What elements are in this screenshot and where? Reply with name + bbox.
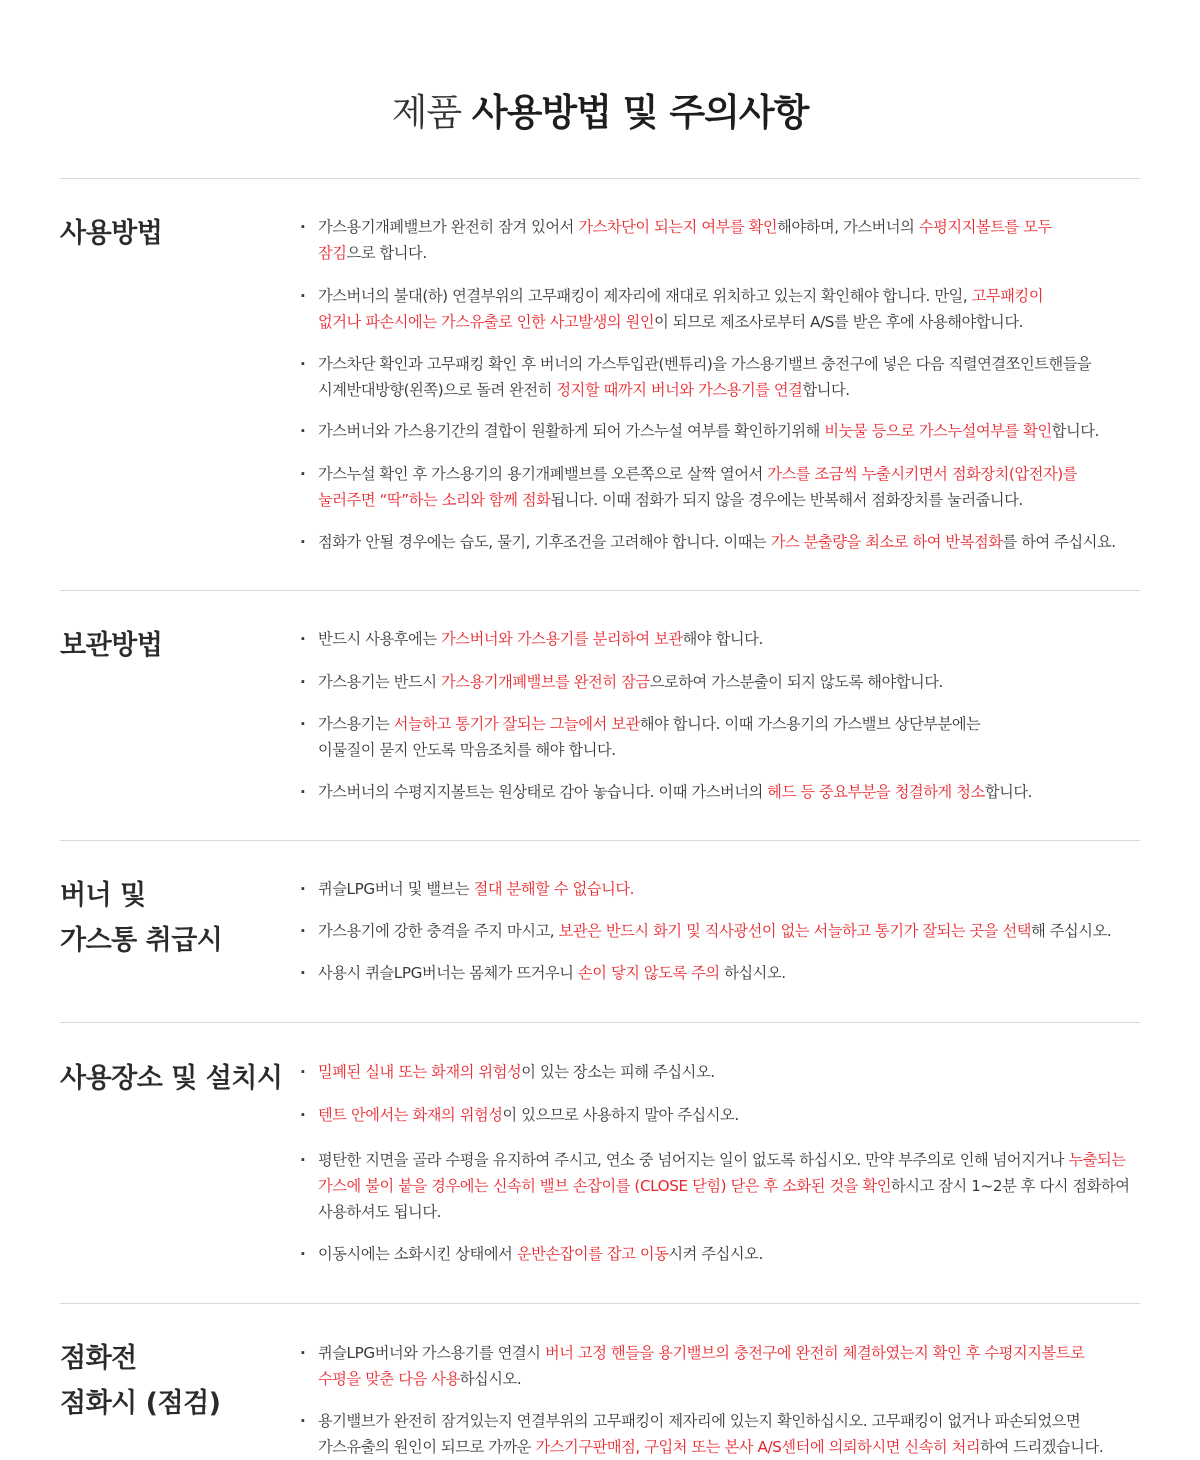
item-text: 가스버너와 가스용기간의 결합이 원활하게 되어 가스누설 여부를 확인하기위해	[318, 422, 825, 440]
divider	[60, 1022, 1140, 1023]
item-text: 하시고 잠시 1~2분 후 다시 점화하여	[891, 1177, 1130, 1195]
item-text: 해야 합니다. 이때 가스용기의 가스밸브 상단부분에는	[639, 715, 981, 733]
section-heading-line: 점화시 (점검)	[60, 1388, 221, 1419]
highlight-text: 가스용기개폐밸브를 완전히 잠금	[441, 673, 650, 691]
list-item	[300, 669, 1158, 695]
highlight-text: 정지할 때까지 버너와 가스용기를 연결	[556, 381, 803, 399]
item-text: 를 하여 주십시요.	[1002, 533, 1116, 551]
highlight-text: 절대 분해할 수 없습니다.	[473, 880, 635, 898]
list-item	[300, 418, 1158, 444]
highlight-text: 버너 고정 핸들을 용기밸브의 충전구에 완전히 체결하였는지 확인 후 수평지지볼트로	[545, 1344, 1085, 1362]
highlight-text: 헤드 등 중요부분을 청결하게 청소	[767, 783, 985, 801]
divider	[60, 840, 1140, 841]
section-heading	[60, 211, 300, 256]
highlight-text: 밀폐된 실내 또는 화재의 위험성	[318, 1063, 522, 1081]
item-text: 이물질이 묻지 안도록 막음조치를 해야 합니다.	[318, 741, 616, 759]
highlight-text: 가스 분출량을 최소로 하여 반복점화	[770, 533, 1003, 551]
highlight-text: 가스차단이 되는지 여부를 확인	[578, 218, 778, 236]
section-heading-line: 보관방법	[60, 630, 163, 661]
highlight-text: 가스를 조금씩 누출시키면서 점화장치(압전자)를	[767, 465, 1078, 483]
item-text: 가스용기는 반드시	[318, 673, 442, 691]
section-heading-line: 점화전	[60, 1343, 137, 1374]
item-text: 이동시에는 소화시킨 상태에서	[318, 1245, 517, 1263]
highlight-text: 수평지지볼트를 모두	[918, 218, 1052, 236]
page-title	[0, 82, 1200, 136]
list-item	[300, 1102, 1158, 1128]
section-heading	[60, 873, 300, 963]
item-text: 합니다.	[802, 381, 850, 399]
list-item	[300, 711, 1158, 763]
item-text: 가스버너의 수평지지볼트는 원상태로 감아 놓습니다. 이때 가스버너의	[318, 783, 768, 801]
highlight-text: 서늘하고 통기가 잘되는 그늘에서 보관	[393, 715, 640, 733]
item-text: 가스누설 확인 후 가스용기의 용기개폐밸브를 오른쪽으로 살짝 열어서	[318, 465, 768, 483]
section-heading-line: 버너 및	[60, 880, 146, 911]
page-title-light: 제품	[391, 91, 462, 134]
item-text: 이 되므로 제조사로부터 A/S를 받은 후에 사용해야합니다.	[654, 313, 1024, 331]
section-heading-line: 사용방법	[60, 218, 163, 249]
item-text: 사용시 퀴슬LPG버너는 몸체가 뜨거우니	[318, 964, 578, 982]
list-item	[300, 918, 1158, 944]
list-item	[300, 529, 1158, 555]
highlight-text: 잠김	[318, 244, 347, 262]
item-text: 가스용기에 강한 충격을 주지 마시고,	[318, 922, 559, 940]
item-text: 하십시오.	[719, 964, 786, 982]
highlight-text: 가스기구판매점, 구입처 또는 본사 A/S센터에 의뢰하시면 신속히 처리	[535, 1438, 981, 1456]
highlight-text: 가스에 불이 붙을 경우에는 신속히 밸브 손잡이를 (CLOSE 닫힘) 닫은 후 소화된 것을 확인	[318, 1177, 892, 1195]
item-text: 이 있으므로 사용하지 말아 주십시오.	[502, 1106, 739, 1124]
item-text: 하여 드리겠습니다.	[980, 1438, 1104, 1456]
highlight-text: 손이 닿지 않도록 주의	[577, 964, 720, 982]
list-item	[300, 283, 1158, 335]
item-text: 점화가 안될 경우에는 습도, 물기, 기후조건을 고려해야 합니다. 이때는	[318, 533, 771, 551]
item-text: 으로하여 가스분출이 되지 않도록 해야합니다.	[649, 673, 943, 691]
divider	[60, 178, 1140, 179]
item-text: 용기밸브가 완전히 잠겨있는지 연결부위의 고무패킹이 제자리에 있는지 확인하십시오. 고무패킹이 없거나 파손되었으면	[318, 1412, 1081, 1430]
highlight-text: 보관은 반드시 화기 및 직사광선이 없는 서늘하고 통기가 잘되는 곳을 선택	[558, 922, 1032, 940]
item-text: 시켜 주십시오.	[668, 1245, 763, 1263]
item-text: 이 있는 장소는 피해 주십시오.	[521, 1063, 715, 1081]
highlight-text: 없거나 파손시에는 가스유출로 인한 사고발생의 원인	[318, 313, 655, 331]
item-text: 평탄한 지면을 골라 수평을 유지하여 주시고, 연소 중 넘어지는 일이 없도록 하십시오. 만약 부주의로 인해 넘어지거나	[318, 1151, 1069, 1169]
list-item	[300, 351, 1158, 403]
list-item	[300, 1241, 1158, 1267]
divider	[60, 1303, 1140, 1304]
item-text: 가스차단 확인과 고무패킹 확인 후 버너의 가스투입관(벤튜리)을 가스용기밸브 충전구에 넣은 다음 직렬연결쪼인트핸들을	[318, 355, 1092, 373]
item-text: 시계반대방향(왼쪽)으로 돌려 완전히	[318, 381, 557, 399]
item-text: 가스용기는	[318, 715, 394, 733]
item-text: 퀴슬LPG버너와 가스용기를 연결시	[318, 1344, 545, 1362]
highlight-text: 가스버너와 가스용기를 분리하여 보관	[441, 630, 683, 648]
section-heading	[60, 1056, 300, 1101]
item-text: 하십시오.	[459, 1370, 522, 1388]
item-text: 사용하셔도 됩니다.	[318, 1203, 442, 1221]
list-item	[300, 461, 1158, 513]
item-text: 으로 합니다.	[346, 244, 427, 262]
item-text: 됩니다. 이때 점화가 되지 않을 경우에는 반복해서 점화장치를 눌러줍니다.	[550, 491, 1023, 509]
item-text: 퀴슬LPG버너 및 밸브는	[318, 880, 474, 898]
list-item	[300, 214, 1158, 266]
list-item	[300, 876, 1158, 902]
section-heading	[60, 1336, 300, 1426]
highlight-text: 수평을 맞춘 다음 사용	[318, 1370, 460, 1388]
section-heading-line: 사용장소 및 설치시	[60, 1063, 283, 1094]
list-item	[300, 1147, 1158, 1225]
page-title-bold: 사용방법 및 주의사항	[471, 91, 809, 134]
list-item	[300, 1340, 1158, 1392]
item-text: 해 주십시오.	[1031, 922, 1112, 940]
list-item	[300, 1059, 1158, 1085]
item-text: 해야하며, 가스버너의	[777, 218, 919, 236]
highlight-text: 비눗물 등으로 가스누설여부를 확인	[824, 422, 1052, 440]
highlight-text: 운반손잡이를 잡고 이동	[516, 1245, 669, 1263]
item-text: 반드시 사용후에는	[318, 630, 442, 648]
list-item	[300, 779, 1158, 805]
item-text: 가스버너의 불대(하) 연결부위의 고무패킹이 제자리에 재대로 위치하고 있는지 확인해야 합니다. 만일,	[318, 287, 972, 305]
list-item	[300, 1408, 1158, 1460]
highlight-text: 눌러주면 “딱”하는 소리와 함께 점화	[318, 491, 551, 509]
highlight-text: 고무패킹이	[971, 287, 1044, 305]
item-text: 가스용기개폐밸브가 완전히 잠겨 있어서	[318, 218, 579, 236]
section-heading	[60, 623, 300, 668]
item-text: 합니다.	[1051, 422, 1099, 440]
divider	[60, 590, 1140, 591]
highlight-text: 텐트 안에서는 화재의 위험성	[318, 1106, 503, 1124]
list-item	[300, 626, 1158, 652]
item-text: 합니다.	[984, 783, 1033, 801]
item-text: 가스유출의 원인이 되므로 가까운	[318, 1438, 536, 1456]
list-item	[300, 960, 1158, 986]
section-heading-line: 가스통 취급시	[60, 925, 223, 956]
highlight-text: 누출되는	[1068, 1151, 1126, 1169]
item-text: 해야 합니다.	[682, 630, 763, 648]
